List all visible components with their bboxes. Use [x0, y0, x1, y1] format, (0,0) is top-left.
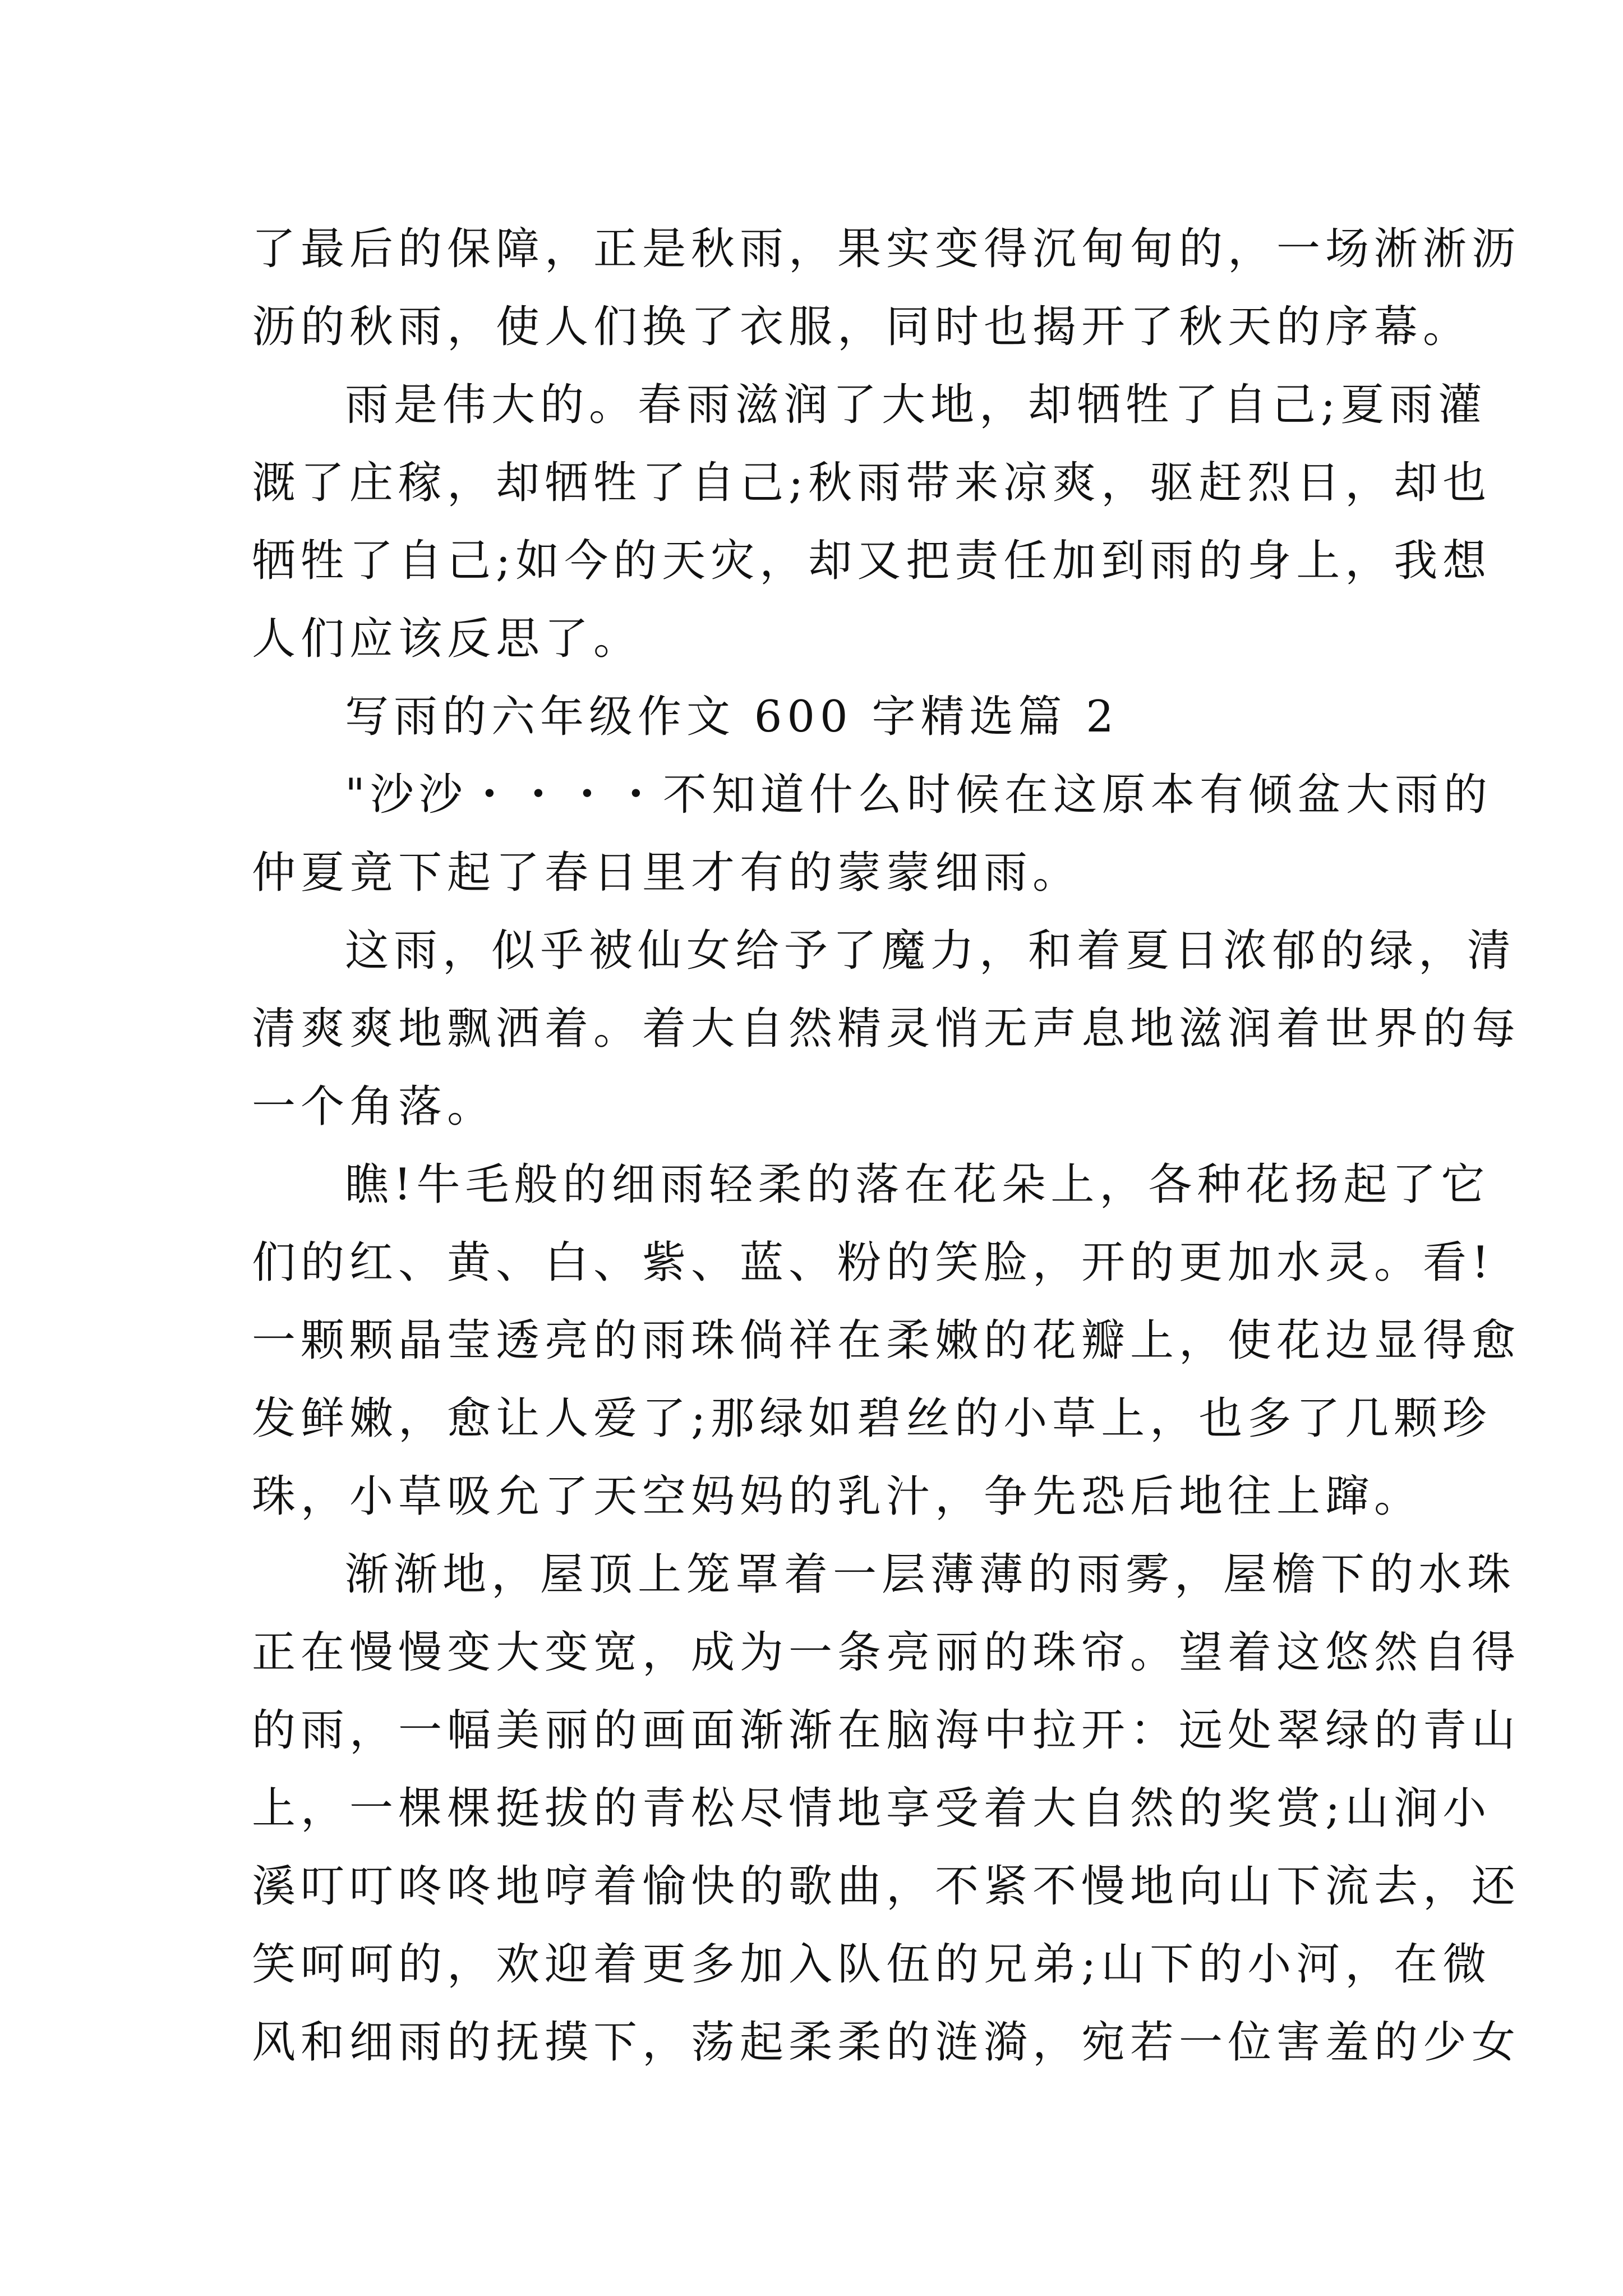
- text-line: 上，一棵棵挺拔的青松尽情地享受着大自然的奖赏;山涧小: [252, 1783, 1492, 1834]
- text-line: 们的红、黄、白、紫、蓝、粉的笑脸，开的更加水灵。看!: [252, 1237, 1495, 1288]
- text-line: 笑呵呵的，欢迎着更多加入队伍的兄弟;山下的小河，在微: [252, 1939, 1492, 1990]
- text-line: 人们应该反思了。: [252, 614, 643, 664]
- text-line: 清爽爽地飘洒着。着大自然精灵悄无声息地滋润着世界的每: [252, 1004, 1521, 1054]
- text-line: 正在慢慢变大变宽，成为一条亮丽的珠帘。望着这悠然自得: [252, 1627, 1521, 1678]
- text-line: "沙沙・・・・不知道什么时候在这原本有倾盆大雨的: [345, 770, 1492, 820]
- text-line: 渐渐地，屋顶上笼罩着一层薄薄的雨雾，屋檐下的水珠: [345, 1549, 1516, 1600]
- text-line: 的雨，一幅美丽的画面渐渐在脑海中拉开：远处翠绿的青山: [252, 1705, 1521, 1756]
- section-heading: 写雨的六年级作文 600 字精选篇 2: [345, 692, 1119, 742]
- text-line: 一颗颗晶莹透亮的雨珠倘祥在柔嫩的花瓣上，使花边显得愈: [252, 1315, 1521, 1366]
- text-line: 发鲜嫩，愈让人爱了;那绿如碧丝的小草上，也多了几颗珍: [252, 1393, 1492, 1444]
- text-line: 沥的秋雨，使人们换了衣服，同时也揭开了秋天的序幕。: [252, 302, 1472, 352]
- text-line: 仲夏竟下起了春日里才有的蒙蒙细雨。: [252, 848, 1082, 898]
- text-line: 溉了庄稼，却牺牲了自己;秋雨带来凉爽，驱赶烈日，却也: [252, 458, 1492, 508]
- text-line: 风和细雨的抚摸下，荡起柔柔的涟漪，宛若一位害羞的少女: [252, 2017, 1521, 2068]
- text-line: 瞧!牛毛般的细雨轻柔的落在花朵上，各种花扬起了它: [345, 1159, 1490, 1210]
- text-line: 这雨，似乎被仙女给予了魔力，和着夏日浓郁的绿，清: [345, 926, 1516, 976]
- text-line: 一个角落。: [252, 1082, 496, 1132]
- text-line: 雨是伟大的。春雨滋润了大地，却牺牲了自己;夏雨灌: [345, 380, 1487, 430]
- text-line: 了最后的保障，正是秋雨，果实变得沉甸甸的，一场淅淅沥: [252, 224, 1521, 274]
- text-line: 溪叮叮咚咚地哼着愉快的歌曲，不紧不慢地向山下流去，还: [252, 1861, 1521, 1912]
- text-line: 牺牲了自己;如今的天灾，却又把责任加到雨的身上，我想: [252, 536, 1492, 586]
- text-line: 珠，小草吸允了天空妈妈的乳汁，争先恐后地往上蹿。: [252, 1471, 1423, 1522]
- document-page: [252, 210, 1521, 2082]
